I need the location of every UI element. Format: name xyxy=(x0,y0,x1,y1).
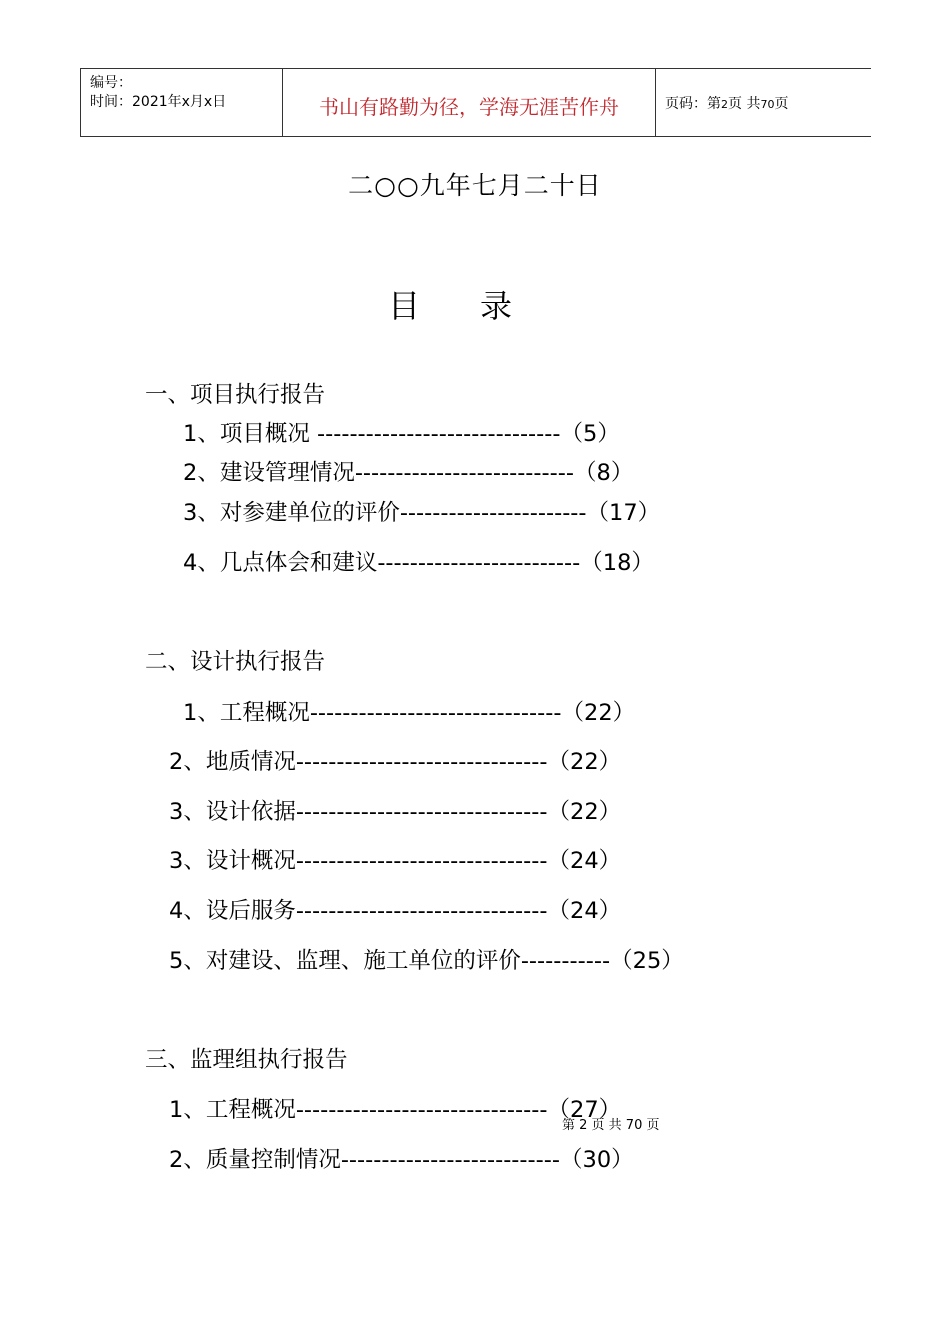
page-mid: 页 共 xyxy=(728,96,761,112)
toc-entry: 1、工程概况-------------------------------（22） xyxy=(183,700,636,726)
toc-entry: 1、工程概况-------------------------------（27） xyxy=(169,1097,622,1123)
toc-section-heading: 一、项目执行报告 xyxy=(145,382,326,408)
document-number-label: 编号： xyxy=(90,75,132,91)
header-page-code xyxy=(665,93,788,113)
toc-section-heading: 三、监理组执行报告 xyxy=(145,1047,348,1073)
header-motto-cell xyxy=(283,69,656,136)
toc-title-char: 录 xyxy=(480,287,513,325)
document-header xyxy=(80,68,871,137)
toc-entry: 4、设后服务-------------------------------（24） xyxy=(169,898,622,924)
toc-entry: 2、质量控制情况---------------------------（30） xyxy=(169,1147,634,1173)
toc-section-heading: 二、设计执行报告 xyxy=(145,649,326,675)
toc-entry: 1、项目概况 ------------------------------（5） xyxy=(183,421,620,447)
toc-entry: 2、建设管理情况---------------------------（8） xyxy=(183,460,634,486)
report-date: 二○○九年七月二十日 xyxy=(348,171,602,200)
header-page-cell xyxy=(656,69,871,136)
header-motto: 书山有路勤为径，学海无涯苦作舟 xyxy=(319,95,619,119)
toc-entry: 3、对参建单位的评价-----------------------（17） xyxy=(183,500,661,526)
header-info-cell xyxy=(81,69,283,136)
document-time-label: 时间：2021年x月x日 xyxy=(90,94,227,110)
page-footer: 第 2 页 共 70 页 xyxy=(562,1118,660,1133)
toc-entry: 5、对建设、监理、施工单位的评价-----------（25） xyxy=(169,948,684,974)
toc-entry: 3、设计依据-------------------------------（22） xyxy=(169,799,622,825)
toc-title xyxy=(388,281,512,327)
toc-title-char: 目 xyxy=(388,287,421,325)
page-suffix: 页 xyxy=(774,96,789,112)
toc-entry: 3、设计概况-------------------------------（24） xyxy=(169,848,622,874)
toc-entry: 4、几点体会和建议-------------------------（18） xyxy=(183,550,654,576)
toc-entry: 2、地质情况-------------------------------（22） xyxy=(169,749,622,775)
page-total: 70 xyxy=(760,98,775,111)
page-current: 2 xyxy=(721,98,728,111)
page-prefix: 页码：第 xyxy=(665,96,721,112)
